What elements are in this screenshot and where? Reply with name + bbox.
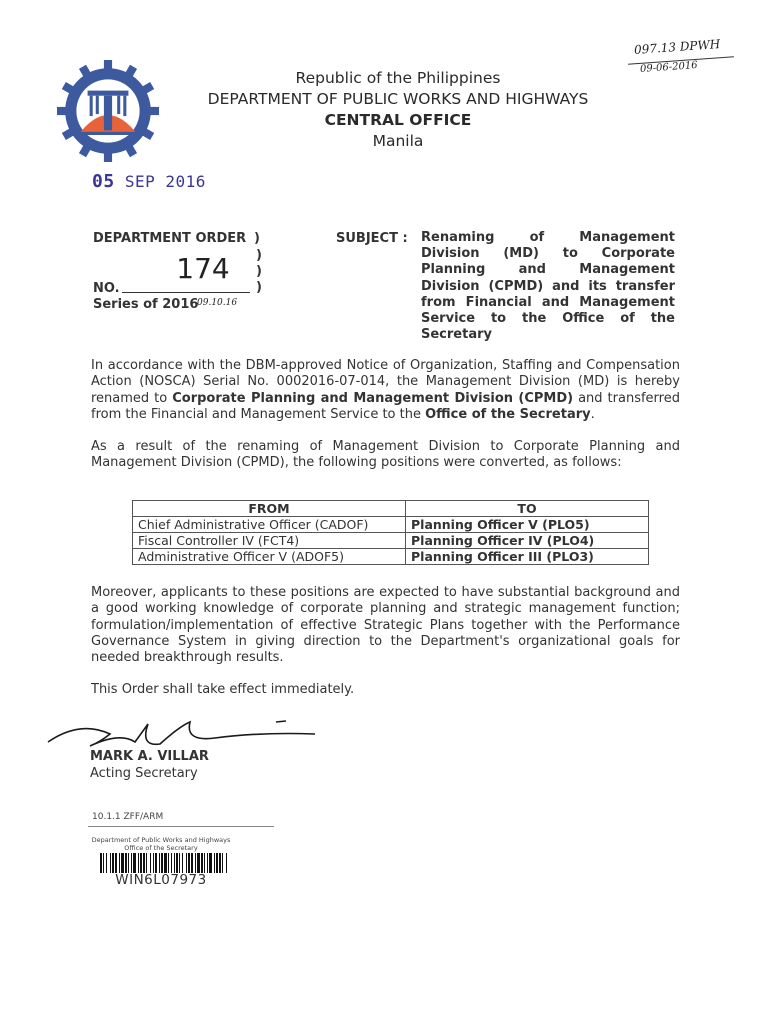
barcode-bar xyxy=(222,853,223,873)
bracket: ) xyxy=(256,264,262,279)
barcode-bar xyxy=(197,853,200,873)
barcode-bar xyxy=(168,853,169,873)
barcode-bar xyxy=(150,853,151,873)
barcode-bar xyxy=(106,853,107,873)
barcode-number: WIN6L07973 xyxy=(115,872,207,888)
barcode-bar xyxy=(133,853,136,873)
table-header-row xyxy=(133,501,649,517)
header-republic: Republic of the Philippines xyxy=(295,69,501,87)
table-cell-to: Planning Officer IV (PLO4) xyxy=(406,533,649,549)
barcode-bar xyxy=(161,853,163,873)
barcode-bar xyxy=(110,853,111,873)
barcode xyxy=(100,853,228,873)
barcode-bar xyxy=(179,853,180,873)
table-cell-from: Administrative Officer V (ADOF5) xyxy=(133,549,406,565)
header-office: CENTRAL OFFICE xyxy=(324,111,472,129)
barcode-bar xyxy=(209,853,212,873)
barcode-bar xyxy=(201,853,203,873)
order-label: DEPARTMENT ORDER xyxy=(93,231,247,246)
signer-title: Acting Secretary xyxy=(90,766,198,781)
barcode-bar xyxy=(146,853,147,873)
barcode-bar xyxy=(121,853,124,873)
subject-label: SUBJECT : xyxy=(336,231,408,246)
barcode-bar xyxy=(103,853,104,873)
date-stamp-month-year: SEP 2016 xyxy=(124,172,206,191)
order-no-label: NO. xyxy=(93,281,120,296)
table-row xyxy=(133,533,649,549)
barcode-bar xyxy=(153,853,154,873)
table-row xyxy=(133,517,649,533)
barcode-bar xyxy=(112,853,114,873)
p1-emphasis-office: Office of the Secretary xyxy=(425,406,591,422)
barcode-bar xyxy=(128,853,129,873)
table-cell-from: Fiscal Controller IV (FCT4) xyxy=(133,533,406,549)
handwritten-initial: 09.10.16 xyxy=(197,298,238,308)
bracket: ) xyxy=(256,248,262,263)
bracket: ) xyxy=(256,280,262,295)
signer-name: MARK A. VILLAR xyxy=(90,749,209,764)
barcode-bar xyxy=(186,853,187,873)
barcode-bar xyxy=(125,853,127,873)
barcode-bar xyxy=(226,853,227,873)
barcode-bar xyxy=(219,853,221,873)
barcode-bar xyxy=(155,853,157,873)
body-paragraph-4: This Order shall take effect immediately. xyxy=(91,682,355,697)
order-number: 174 xyxy=(176,252,230,285)
table-cell-to: Planning Officer V (PLO5) xyxy=(406,517,649,533)
reference-line xyxy=(88,826,274,827)
p1-part: and transferred from the Financial and Management Service to the xyxy=(91,390,680,422)
barcode-bar xyxy=(204,853,205,873)
barcode-caption-line-2: Office of the Secretary xyxy=(124,844,198,852)
order-series: Series of 2016 xyxy=(93,297,199,312)
order-number-underline xyxy=(122,292,250,293)
barcode-bar xyxy=(195,853,196,873)
barcode-bar xyxy=(119,853,120,873)
subject-text: Renaming of Management Division (MD) to Corporate Planning and Management Division (CPMD) and its transfer from Financial and Management Service to the Office of the Secretary xyxy=(421,230,675,343)
barcode-bar xyxy=(174,853,175,873)
date-stamp xyxy=(92,171,206,192)
body-paragraph-1 xyxy=(91,358,680,423)
barcode-bar xyxy=(176,853,178,873)
barcode-bar xyxy=(164,853,167,873)
barcode-bar xyxy=(182,853,183,873)
barcode-bar xyxy=(214,853,215,873)
table-cell-from: Chief Administrative Officer (CADOF) xyxy=(133,517,406,533)
barcode-bar xyxy=(143,853,145,873)
barcode-bar xyxy=(207,853,208,873)
body-paragraph-2: As a result of the renaming of Management Division to Corporate Planning and Management Division (CPMD), the following positions were converted, as follows: xyxy=(91,439,680,471)
position-conversion-table xyxy=(132,500,649,565)
bracket: ) xyxy=(254,231,260,246)
handwritten-note-date: 09-06-2016 xyxy=(639,60,698,75)
barcode-bar xyxy=(140,853,142,873)
p1-emphasis-cpmd: Corporate Planning and Management Division (CPMD) xyxy=(172,390,574,406)
body-paragraph-3: Moreover, applicants to these positions are expected to have substantial background and a good working knowledge of corporate planning and strategic management function; formulation/implementation of effective Strategic Plans together with the Performance Governance System in giving direction to the Department's organizational goals for needed breakthrough results. xyxy=(91,585,680,666)
header-city: Manila xyxy=(372,132,424,150)
table-row xyxy=(133,549,649,565)
barcode-bar xyxy=(191,853,193,873)
barcode-bar xyxy=(115,853,117,873)
table-cell-to: Planning Officer III (PLO3) xyxy=(406,549,649,565)
barcode-bar xyxy=(188,853,190,873)
barcode-bar xyxy=(159,853,160,873)
dpwh-logo xyxy=(57,60,159,162)
barcode-bar xyxy=(171,853,172,873)
table-header-from: FROM xyxy=(133,501,406,517)
table-header-to: TO xyxy=(406,501,649,517)
barcode-caption-line-1: Department of Public Works and Highways xyxy=(91,836,231,844)
p1-part: . xyxy=(590,406,595,422)
barcode-bar xyxy=(100,853,102,873)
barcode-bar xyxy=(131,853,132,873)
header-department: DEPARTMENT OF PUBLIC WORKS AND HIGHWAYS xyxy=(207,90,589,108)
barcode-bar xyxy=(138,853,139,873)
handwritten-note-reference: 097.13 DPWH xyxy=(633,37,721,57)
p1-part: In accordance with the DBM-approved Notice of Organization, Staffing and Compensation Action (NOSCA) Serial No. 0002016-07-014, the Management Division (MD) is hereby renamed to xyxy=(91,358,680,406)
date-stamp-day: 05 xyxy=(92,171,115,192)
barcode-bar xyxy=(216,853,218,873)
reference-code: 10.1.1 ZFF/ARM xyxy=(92,812,164,822)
